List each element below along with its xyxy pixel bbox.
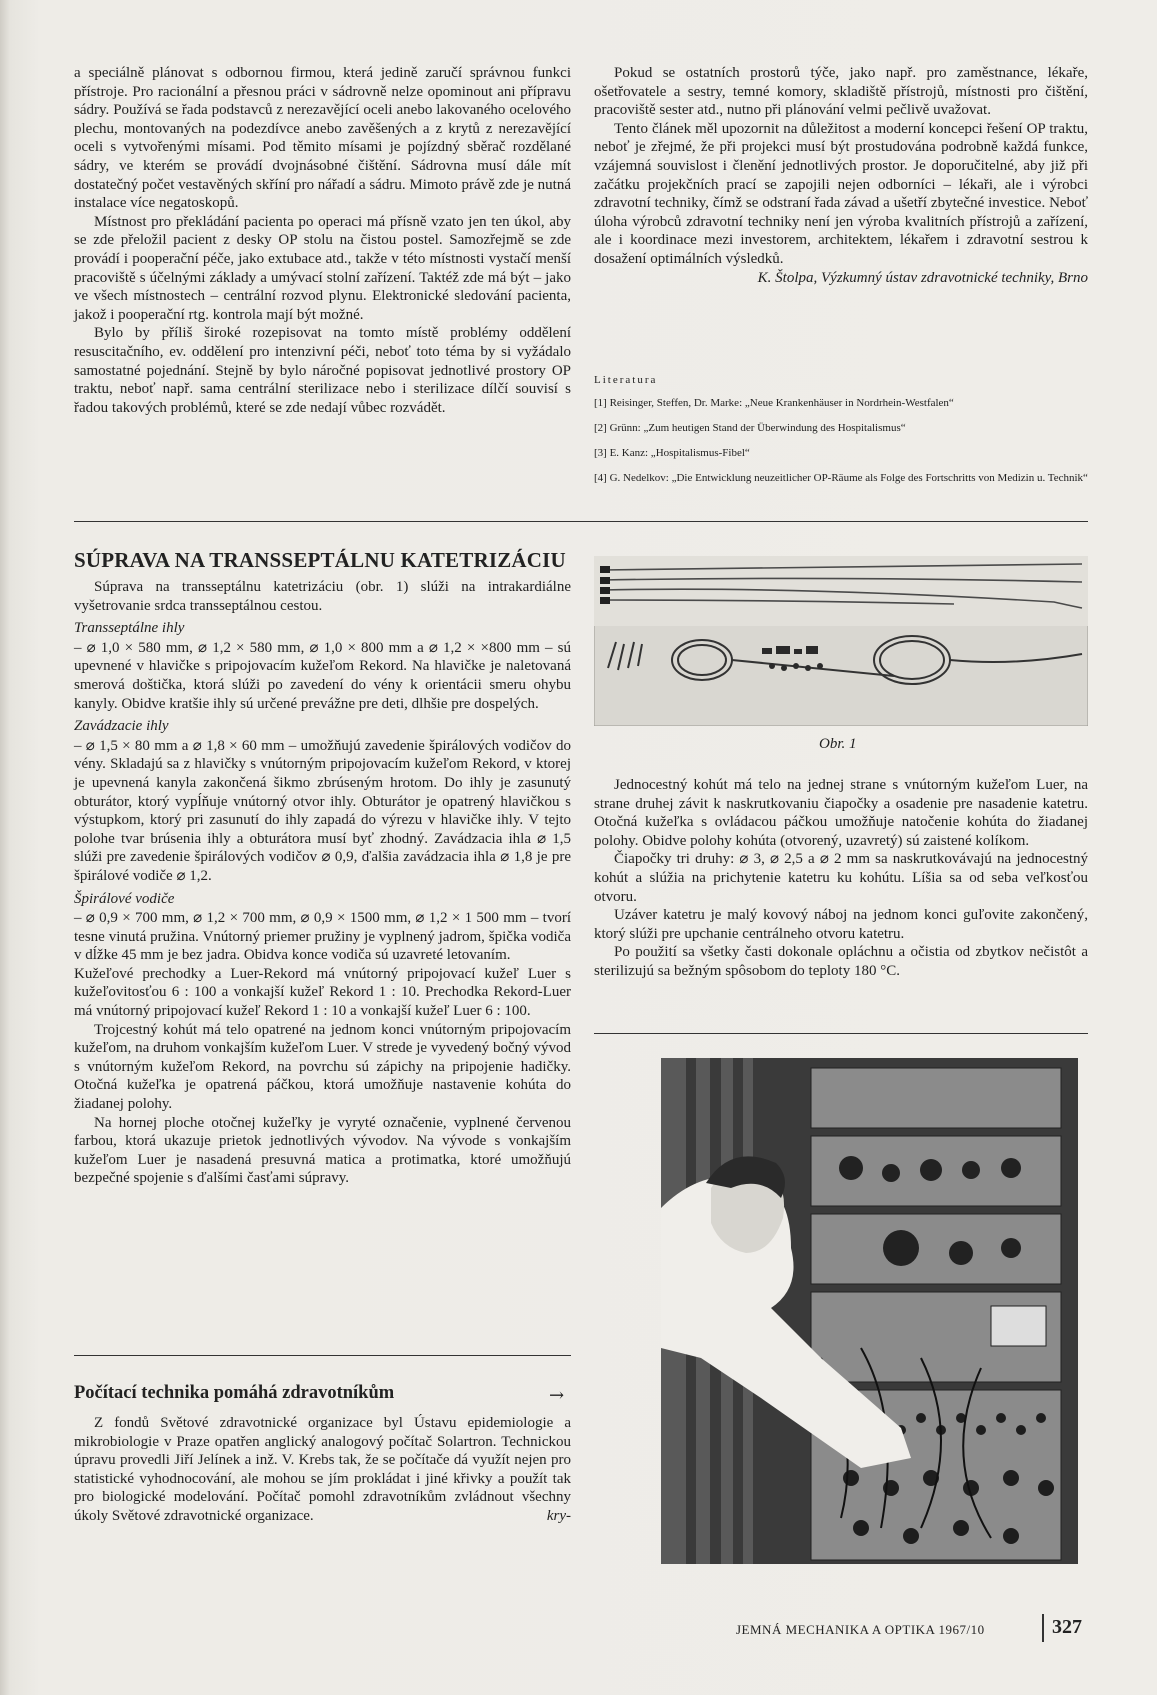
article-left-column	[74, 578, 571, 1188]
subheading: Transseptálne ihly	[74, 620, 185, 637]
subheading: Zavádzacie ihly	[74, 718, 169, 735]
article-title: Počítací technika pomáhá zdravotníkům	[74, 1383, 395, 1403]
journal-footer: JEMNÁ MECHANIKA A OPTIKA 1967/10	[736, 1622, 985, 1637]
paragraph: Bylo by příliš široké rozepisovat na tomto místě problémy oddělení resuscitačního, ev. oddělení pro intenzivní péči, neboť toto téma by si vyžádalo samostatné pojednání. Stejně by bylo náročné popisovat jednotlivé prostory OP traktu, neboť např. sama centrální sterilizace nebo i sterilizace dílčí souvisí s řadou takových problémů, které se zde nedají vůbec rozvádět.	[74, 325, 571, 416]
arrow-icon: →	[549, 1385, 565, 1406]
left-top-text	[74, 64, 571, 417]
literature-heading: Literatura	[594, 374, 658, 386]
paragraph: – ⌀ 1,5 × 80 mm a ⌀ 1,8 × 60 mm – umožňujú zavedenie špirálových vodičov do vény. Skladajú sa z hlavičky s vnútorným pripojovacím kužeľom Rekord, v ktorej je upevnená kanyla zakončená šikmo zbrúseným hrotom. Do ihly je zasunutý obturátor, ktorý vypĺňuje vnútorný otvor ihly. Obturátor je opatrený hlavičkou s výstupkom, ktorý pri zasunutí do ihly zapadá do výrezu v hlavičke ihly. V tejto polohe tvar brúsenia ihly a obturátora musí byť zhodný. Zavádzacia ihla ⌀ 1,5 slúži pre zavedenie špirálových vodičov ⌀ 0,9, ďalšia zavádzacia ihla ⌀ 1,8 je pre špirálové vodiče ⌀ 1,2.	[74, 737, 571, 884]
reference-item: [4] G. Nedelkov: „Die Entwicklung neuzeitlicher OP-Räume als Folge des Fortschritts von Medizin u. Technik“	[594, 472, 1088, 484]
right-top-text	[594, 64, 1088, 287]
paragraph: Čiapočky tri druhy: ⌀ 3, ⌀ 2,5 a ⌀ 2 mm sa naskrutkovávajú na jednocestný kohút a slúžia na prichytenie katetru ku kohútu. Líšia sa od seba veľkosťou otvoru.	[594, 851, 1088, 905]
continued-word: kry-	[546, 1507, 571, 1524]
paragraph: Z fondů Světové zdravotnické organizace byl Ústavu epidemiologie a mikrobiologie v Praze opatřen anglický analogový počítač Solartron. Technickou úpravu provedli Jiří Jelínek a inž. V. Krebs tak, že se počítače dá využít nejen pro statistické vyhodnocování, ale mohou se jím prokládat i jiné křivky a použít tak pro biologické modelování. Počítač pomohl zdravotníkům zvládnout všechny úkoly Světové zdravotnické organizace.	[74, 1415, 571, 1524]
paragraph: a speciálně plánovat s odbornou firmou, která jedině zaručí správnou funkci přístroje. Pro racionální a přesnou práci v sádrovně nelze opominout ani přípravu sádry. Používá se řada podstavců z nerezavějící oceli anebo lakovaného ocelového plechu, montovaných na podezdívce anebo zavěšených a z krytů z nerezavějící oceli s vytvořenými mísami. Pod těmito mísami je pojízdný sběrač rozdělané sádry, ve kterém se provádí dvojnásobné čištění. Sádrovna musí dále mít dostatečný počet vestavěných skříní pro nářadí a sádru. Mimoto právě zde je nutná instalace více negatoskopů.	[74, 65, 571, 212]
subheading: Špirálové vodiče	[74, 890, 175, 907]
reference-item: [1] Reisinger, Steffen, Dr. Marke: „Neue Krankenhäuser in Nordrhein-Westfalen“	[594, 397, 954, 409]
article-title: SÚPRAVA NA TRANSSEPTÁLNU KATETRIZÁCIU	[74, 548, 566, 572]
paragraph: Na hornej ploche otočnej kužeľky je vyryté označenie, vyplnené červenou farbou, ktorá ukazuje prietok jednotlivých vývodov. Na vývode s vonkajším kužeľom Luer je nasadená presuvná matica a protimatka, ktoré umožňujú bezpečné spojenie s ďalšími časťami súpravy.	[74, 1114, 571, 1187]
analog-computer-photo	[661, 1058, 1078, 1564]
paragraph: Trojcestný kohút má telo opatrené na jednom konci vnútorným pripojovacím kužeľom, na druhom vonkajším kužeľom Luer. V strede je vyvedený bočný vývod s vnútorným kužeľom Rekord, na povrchu sú zápichy na pripojenie hadičky. Otočná kužeľka je opatrená páčkou, ktorá umožňuje nastavenie kohúta do žiadanej polohy.	[74, 1021, 571, 1113]
reference-item: [3] E. Kanz: „Hospitalismus-Fibel“	[594, 447, 750, 459]
article-right-column	[594, 776, 1088, 981]
footer-separator	[1042, 1614, 1044, 1642]
paragraph: – ⌀ 1,0 × 580 mm, ⌀ 1,2 × 580 mm, ⌀ 1,0 × 800 mm a ⌀ 1,2 × ×800 mm – sú upevnené v hlavičke s pripojovacím kužeľom Rekord. Na hlavičke je naletovaná smerová doštička, ktorá slúži po zavedení do vény k orientácii smeru ohybu kanyly. Obidve kratšie ihly sú určené prevážne pre deti, dlhšie pre dospelých.	[74, 639, 571, 712]
paragraph: Tento článek měl upozornit na důležitost a moderní koncepci řešení OP traktu, neboť je zřejmé, že při projekci musí být prostudována podrobně každá funkce, vzájemná souvislost i členění jednotlivých prostor. Je doporučitelné, aby již při začátku projekčních prací se zapojili nejen odborníci – lékaři, ale i výrobci zdravotní techniky, čímž se odstraní řada závad a ušetří zbytečné investice. Neboť úloha výrobců zdravotní techniky není jen výroba kvalitních přístrojů a zařízení, ale i koordinace mezi investorem, architektem, lékařem i zdravotní sestrou k dosažení optimálních výsledků.	[594, 120, 1088, 267]
page-number: 327	[1052, 1616, 1082, 1638]
paragraph: Místnost pro překládání pacienta po operaci má přísně vzato jen ten úkol, aby se zde přeložil pacient z desky OP stolu na čistou postel. Samozřejmě se zde provádí i pooperační péče, jako extubace atd., takže v této místnosti vystačí menší pracoviště s účelnými základy a umývací stolní zařízení. Taktéž zde má být – jako ve všech místnostech – centrální rozvod plynu. Elektronické sledování pacienta, jakož i pooperační rtg. kontrola mají být možné.	[74, 213, 571, 323]
catheter-kit-photo	[594, 556, 1088, 726]
section-divider	[74, 521, 1088, 522]
paragraph: Uzáver katetru je malý kovový náboj na jednom konci guľovite zakončený, ktorý slúži pre upchanie centrálneho otvoru katetru.	[594, 907, 1088, 942]
literature-list	[594, 396, 1094, 496]
section-divider	[594, 1033, 1088, 1034]
article-body	[74, 1414, 571, 1526]
figure-caption: Obr. 1	[819, 736, 857, 752]
reference-item: [2] Grünn: „Zum heutigen Stand der Überwindung des Hospitalismus“	[594, 422, 906, 434]
author-signature: K. Štolpa, Výzkumný ústav zdravotnické techniky, Brno	[757, 269, 1088, 286]
paragraph: Kužeľové prechodky a Luer-Rekord má vnútorný pripojovací kužeľ Luer s kužeľovitosťou 6 : 100 a vonkajší kužeľ Rekord 1 : 10. Prechodka Rekord-Luer má vnútorný pripojovací kužeľ Rekord 1 : 10 a vonkajší kužeľ Luer 6 : 100.	[74, 965, 571, 1020]
section-divider	[74, 1355, 571, 1356]
paragraph: Po použití sa všetky časti dokonale opláchnu a očistia od zbytkov nečistôt a sterilizujú sa bežným spôsobom do teploty 180 °C.	[594, 944, 1088, 979]
paragraph: Pokud se ostatních prostorů týče, jako např. pro zaměstnance, lékaře, ošetřovatele a sestry, temné komory, skladiště přístrojů, místnosti pro čištění, pracoviště sester atd., nutno při plánování velmi pečlivě uvažovat.	[594, 65, 1088, 119]
intro-paragraph: Súprava na transseptálnu katetrizáciu (obr. 1) slúži na intrakardiálne vyšetrovanie srdca transseptálnou cestou.	[74, 579, 571, 614]
paragraph: Jednocestný kohút má telo na jednej strane s vnútorným kužeľom Luer, na strane druhej závit k naskrutkovaniu čiapočky a osadenie pre nasadenie katetru. Otočná kužeľka s ovládacou páčkou umožňuje natočenie kohúta do žiadanej polohy. Obidve polohy kohúta (otvorený, uzavretý) sú zaistené kolíkom.	[594, 777, 1088, 849]
paragraph: – ⌀ 0,9 × 700 mm, ⌀ 1,2 × 700 mm, ⌀ 0,9 × 1500 mm, ⌀ 1,2 × 1 500 mm – tvorí tesne vinutá pružina. Vnútorný priemer pružiny je vyplnený jadrom, špička vodiča v dĺžke 45 mm je bez jadra. Obidva konce vodiča sú uzavreté letovaním.	[74, 910, 571, 964]
